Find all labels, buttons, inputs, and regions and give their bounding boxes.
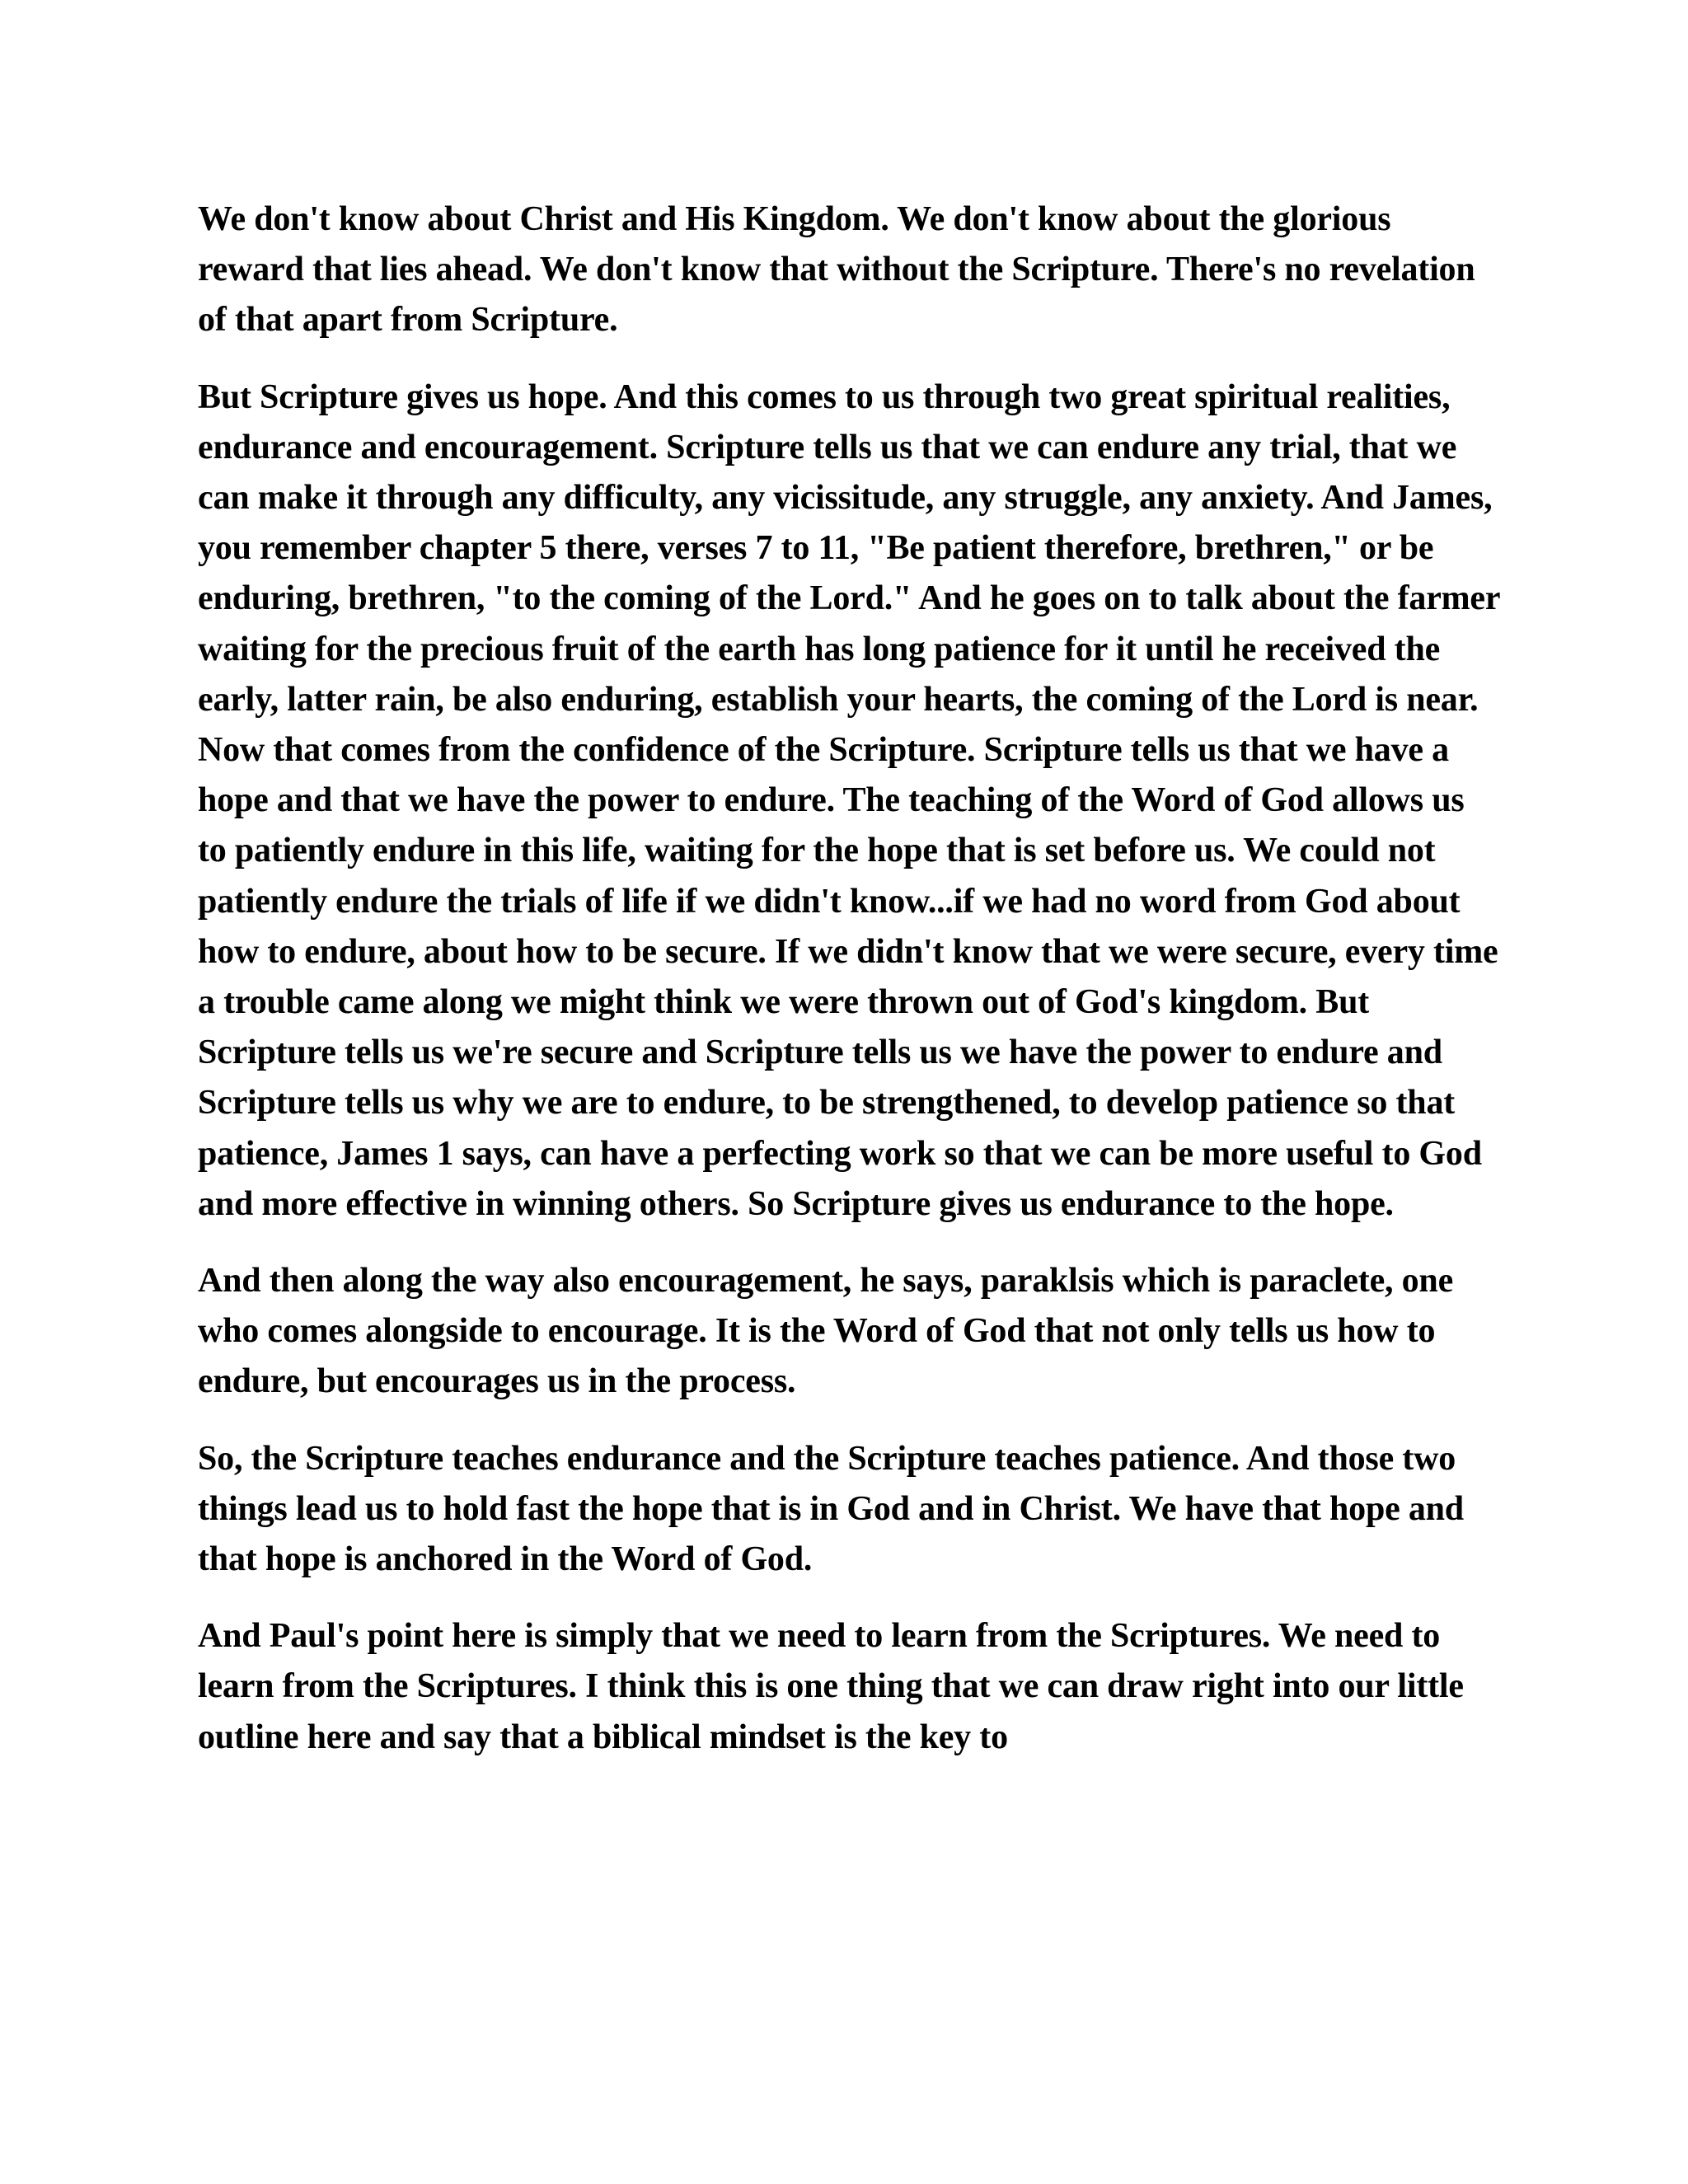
- paragraph-1: We don't know about Christ and His Kingdom. We don't know about the glorious reward that lies ahead. We don't know that without the Scripture. There's no revelation of that apart from Scripture.: [198, 200, 1475, 340]
- document-body: [198, 194, 1500, 1789]
- paragraph-4: So, the Scripture teaches endurance and the Scripture teaches patience. And those two things lead us to hold fast the hope that is in God and in Christ. We have that hope and that hope is anchored in the Word of God.: [198, 1439, 1464, 1579]
- paragraph-3: And then along the way also encouragement, he says, paraklsis which is paraclete, one who comes alongside to encourage. It is the Word of God that not only tells us how to endure, but encourages us in the process.: [198, 1262, 1454, 1401]
- paragraph-2: But Scripture gives us hope. And this comes to us through two great spiritual realities, endurance and encouragement. Scripture tells us that we can endure any trial, that we can make it through any difficulty, any vicissitude, any struggle, any anxiety. And James, you remember chapter 5 there, verses 7 to 11, "Be patient therefore, brethren," or be enduring, brethren, "to the coming of the Lord." And he goes on to talk about the farmer waiting for the precious fruit of the earth has long patience for it until he received the early, latter rain, be also enduring, establish your hearts, the coming of the Lord is near. Now that comes from the confidence of the Scripture. Scripture tells us that we have a hope and that we have the power to endure. The teaching of the Word of God allows us to patiently endure in this life, waiting for the hope that is set before us. We could not patiently endure the trials of life if we didn't know...if we had no word from God about how to endure, about how to be secure. If we didn't know that we were secure, every time a trouble came along we might think we were thrown out of God's kingdom. But Scripture tells us we're secure and Scripture tells us we have the power to endure and Scripture tells us why we are to endure, to be strengthened, to develop patience so that patience, James 1 says, can have a perfecting work so that we can be more useful to God and more effective in winning others. So Scripture gives us endurance to the hope.: [198, 377, 1500, 1223]
- paragraph-5: And Paul's point here is simply that we need to learn from the Scriptures. We need to learn from the Scriptures. I think this is one thing that we can draw right into our little outline here and say that a biblical mindset is the key to: [198, 1617, 1464, 1756]
